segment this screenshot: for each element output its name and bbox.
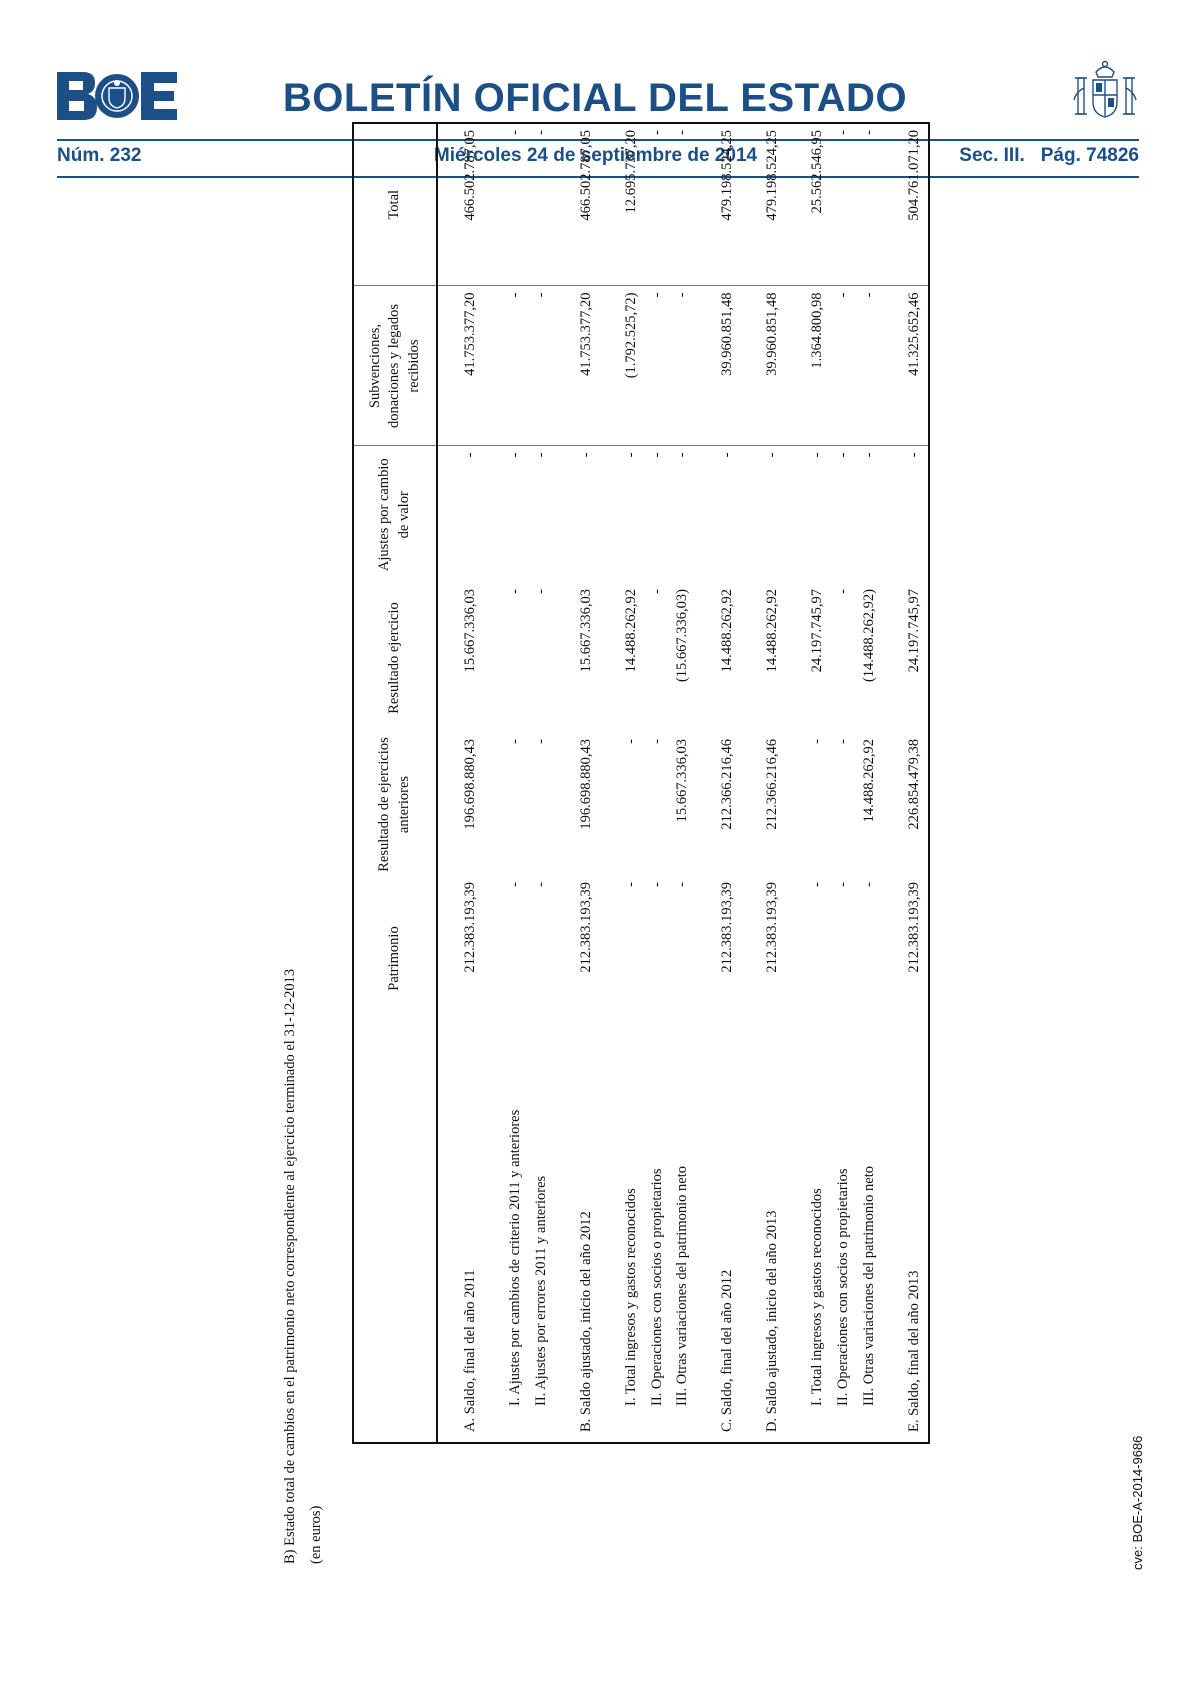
cell-subvenciones: 41.325.652,46 bbox=[902, 286, 929, 446]
cell-resultado-ejercicio: 14.488.262,92 bbox=[719, 589, 736, 673]
row-label: II. Operaciones con socios o propietarios bbox=[835, 1168, 852, 1406]
cell-resultado-ejercicio: - bbox=[506, 589, 523, 594]
cell-resultado-anteriores: - bbox=[648, 739, 665, 744]
cell-total: - bbox=[644, 123, 670, 286]
cell-resultado-ejercicio: - bbox=[648, 589, 665, 594]
issue-number: Núm. 232 bbox=[57, 145, 142, 166]
row-label: A. Saldo, final del año 2011 bbox=[461, 1269, 478, 1432]
table-spacer bbox=[696, 123, 715, 1443]
table-spacer bbox=[437, 123, 457, 1443]
cell-total: - bbox=[528, 123, 554, 286]
cell-resultado-anteriores: - bbox=[532, 739, 549, 744]
cell-resultado-ejercicio: 24.197.745,97 bbox=[906, 589, 923, 673]
cell-patrimonio: 212.383.193,39 bbox=[461, 882, 478, 973]
cell-resultado-anteriores: 196.698.880,43 bbox=[461, 739, 478, 830]
cell-resultado-anteriores: 14.488.262,92 bbox=[861, 739, 878, 823]
cell-patrimonio: - bbox=[622, 882, 639, 887]
boe-logo bbox=[57, 72, 177, 120]
row-label: III. Otras variaciones del patrimonio neto bbox=[861, 1166, 878, 1406]
row-label: I. Total ingresos y gastos reconocidos bbox=[809, 1188, 826, 1406]
issue-date: Miércoles 24 de septiembre de 2014 bbox=[433, 145, 758, 166]
cell-total: 25.562.546,95 bbox=[805, 123, 831, 286]
cell-resultado-anteriores: 212.366.216,46 bbox=[764, 739, 781, 830]
cell-resultado-ejercicio: 15.667.336,03 bbox=[461, 589, 478, 673]
cell-total: - bbox=[502, 123, 528, 286]
cell-subvenciones: - bbox=[831, 286, 857, 446]
cell-subvenciones: 41.753.377,20 bbox=[573, 286, 599, 446]
cell-resultado-ejercicio: (15.667.336,03) bbox=[674, 589, 691, 683]
cell-ajustes: - bbox=[861, 452, 878, 458]
cell-patrimonio: - bbox=[532, 882, 549, 887]
cell-patrimonio: - bbox=[648, 882, 665, 887]
cell-patrimonio: 212.383.193,39 bbox=[764, 882, 781, 973]
col-header-ajustes: Ajustes por cambio de valor bbox=[353, 446, 437, 583]
cell-patrimonio: - bbox=[835, 882, 852, 887]
section-label: Sec. III. bbox=[959, 145, 1025, 166]
cell-resultado-anteriores: 212.366.216,46 bbox=[719, 739, 736, 830]
cell-total: 466.502.787,05 bbox=[457, 123, 483, 286]
cell-ajustes: - bbox=[719, 452, 736, 458]
table-row bbox=[573, 123, 599, 1443]
col-header-patrimonio: Patrimonio bbox=[353, 876, 437, 1041]
cell-ajustes: - bbox=[461, 452, 478, 458]
row-label: E. Saldo, final del año 2013 bbox=[906, 1270, 923, 1432]
cell-total: 504.761.071,20 bbox=[902, 123, 929, 286]
cell-patrimonio: - bbox=[674, 882, 691, 887]
cell-total: - bbox=[857, 123, 883, 286]
table-row bbox=[528, 123, 554, 1443]
col-header-subvenciones: Subvenciones, donaciones y legados recibidos bbox=[353, 286, 437, 446]
equity-changes-table bbox=[352, 122, 930, 1444]
cell-subvenciones: 41.753.377,20 bbox=[457, 286, 483, 446]
cell-total: 466.502.787,05 bbox=[573, 123, 599, 286]
table-row bbox=[618, 123, 644, 1443]
cell-ajustes: - bbox=[532, 452, 549, 458]
row-label: C. Saldo, final del año 2012 bbox=[719, 1269, 736, 1432]
cell-subvenciones: (1.792.525,72) bbox=[618, 286, 644, 446]
cell-resultado-ejercicio: (14.488.262,92) bbox=[861, 589, 878, 683]
table-row bbox=[670, 123, 696, 1443]
col-header-resultado-ejercicio: Resultado ejercicio bbox=[353, 583, 437, 733]
cell-ajustes: - bbox=[577, 452, 594, 458]
cell-ajustes: - bbox=[506, 452, 523, 458]
cell-resultado-anteriores: 15.667.336,03 bbox=[674, 739, 691, 823]
row-label: B. Saldo ajustado, inicio del año 2012 bbox=[577, 1211, 594, 1432]
cell-resultado-anteriores: 196.698.880,43 bbox=[577, 739, 594, 830]
cell-ajustes: - bbox=[622, 452, 639, 458]
table-header-row bbox=[353, 123, 437, 1443]
table-row bbox=[831, 123, 857, 1443]
cell-ajustes: - bbox=[674, 452, 691, 458]
table-spacer bbox=[599, 123, 618, 1443]
cell-resultado-anteriores: 226.854.479,38 bbox=[906, 739, 923, 830]
cell-patrimonio: - bbox=[506, 882, 523, 887]
table-spacer bbox=[883, 123, 902, 1443]
row-label: II. Ajustes por errores 2011 y anteriores bbox=[532, 1175, 549, 1406]
table-spacer bbox=[741, 123, 760, 1443]
table-row bbox=[715, 123, 741, 1443]
cell-total: 12.695.737,20 bbox=[618, 123, 644, 286]
cell-resultado-anteriores: - bbox=[506, 739, 523, 744]
cell-ajustes: - bbox=[835, 452, 852, 458]
cell-ajustes: - bbox=[648, 452, 665, 458]
table-row bbox=[760, 123, 786, 1443]
row-label: I. Ajustes por cambios de criterio 2011 y anteriores bbox=[506, 1109, 523, 1406]
cell-total: - bbox=[831, 123, 857, 286]
cell-subvenciones: - bbox=[644, 286, 670, 446]
row-label: II. Operaciones con socios o propietarios bbox=[648, 1168, 665, 1406]
table-row bbox=[902, 123, 929, 1443]
cell-ajustes: - bbox=[809, 452, 826, 458]
cell-resultado-ejercicio: - bbox=[835, 589, 852, 594]
cell-patrimonio: - bbox=[809, 882, 826, 887]
cell-subvenciones: - bbox=[528, 286, 554, 446]
table-caption: B) Estado total de cambios en el patrimonio neto correspondiente al ejercicio terminado el 31-12-2013 bbox=[282, 968, 298, 1564]
cell-resultado-anteriores: - bbox=[835, 739, 852, 744]
section-page bbox=[959, 145, 1139, 167]
cell-resultado-ejercicio: 15.667.336,03 bbox=[577, 589, 594, 673]
table-spacer bbox=[786, 123, 805, 1443]
cell-patrimonio: 212.383.193,39 bbox=[719, 882, 736, 973]
cell-subvenciones: - bbox=[502, 286, 528, 446]
cell-resultado-anteriores: - bbox=[809, 739, 826, 744]
cell-patrimonio: 212.383.193,39 bbox=[577, 882, 594, 973]
cell-resultado-anteriores: - bbox=[622, 739, 639, 744]
cell-ajustes: - bbox=[764, 452, 781, 458]
cell-total: 479.198.524,25 bbox=[760, 123, 786, 286]
cell-subvenciones: 39.960.851,48 bbox=[760, 286, 786, 446]
table-row bbox=[457, 123, 483, 1443]
cell-total: - bbox=[670, 123, 696, 286]
cell-subvenciones: - bbox=[857, 286, 883, 446]
cell-total: 479.198.524,25 bbox=[715, 123, 741, 286]
table-spacer bbox=[554, 123, 573, 1443]
cell-patrimonio: 212.383.193,39 bbox=[906, 882, 923, 973]
bulletin-title: BOLETÍN OFICIAL DEL ESTADO bbox=[282, 76, 908, 120]
table-spacer bbox=[483, 123, 502, 1443]
coat-of-arms-icon bbox=[1072, 58, 1138, 126]
table-unit: (en euros) bbox=[308, 1505, 324, 1564]
row-label: III. Otras variaciones del patrimonio neto bbox=[674, 1166, 691, 1406]
cell-patrimonio: - bbox=[861, 882, 878, 887]
cell-resultado-ejercicio: 14.488.262,92 bbox=[764, 589, 781, 673]
cell-resultado-ejercicio: 14.488.262,92 bbox=[622, 589, 639, 673]
row-label: I. Total ingresos y gastos reconocidos bbox=[622, 1188, 639, 1406]
table-row bbox=[857, 123, 883, 1443]
page-number: Pág. 74826 bbox=[1040, 145, 1139, 166]
cell-subvenciones: 1.364.800,98 bbox=[805, 286, 831, 446]
col-header-total: Total bbox=[353, 123, 437, 286]
row-label: D. Saldo ajustado, inicio del año 2013 bbox=[764, 1210, 781, 1432]
cve-identifier: cve: BOE-A-2014-9686 bbox=[1130, 1435, 1145, 1570]
table-row bbox=[644, 123, 670, 1443]
cell-subvenciones: - bbox=[670, 286, 696, 446]
cell-subvenciones: 39.960.851,48 bbox=[715, 286, 741, 446]
table-row bbox=[502, 123, 528, 1443]
cell-resultado-ejercicio: 24.197.745,97 bbox=[809, 589, 826, 673]
table-row bbox=[805, 123, 831, 1443]
col-header-resultado-anteriores: Resultado de ejercicios anteriores bbox=[353, 733, 437, 876]
cell-resultado-ejercicio: - bbox=[532, 589, 549, 594]
cell-ajustes: - bbox=[906, 452, 923, 458]
col-header-concept bbox=[353, 1041, 437, 1443]
